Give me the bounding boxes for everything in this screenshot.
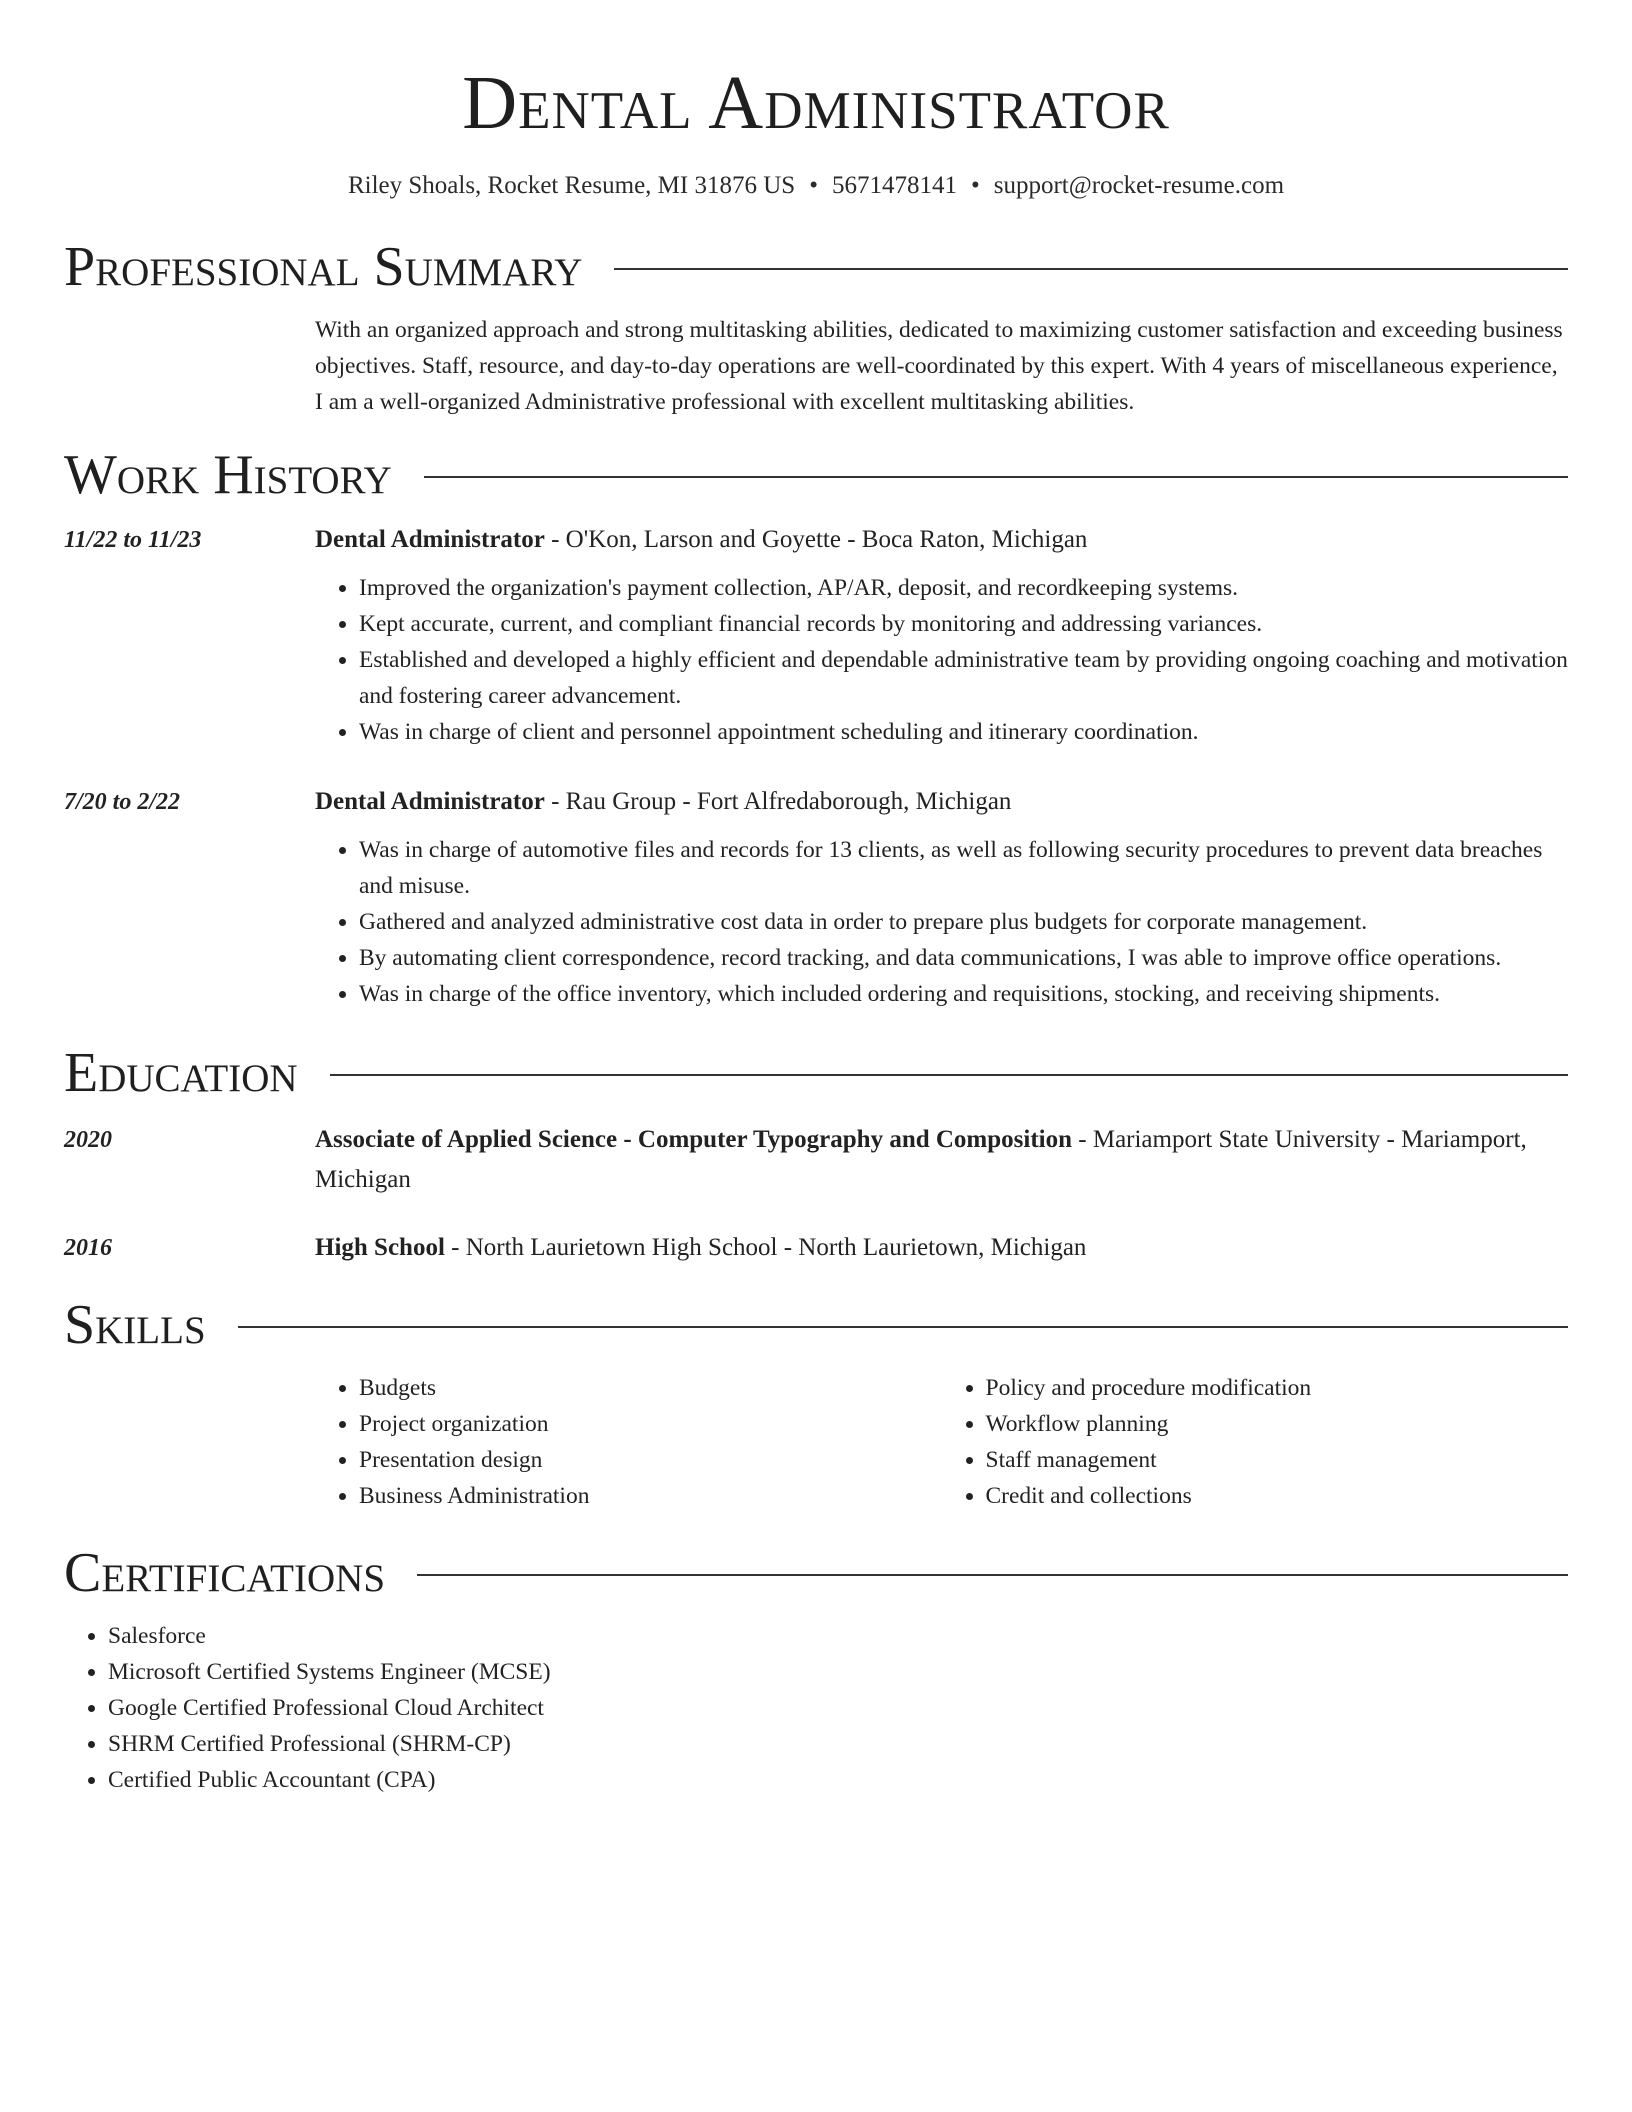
skill-item: • Workflow planning (986, 1406, 1569, 1442)
section-divider (424, 476, 1568, 478)
job-bullet: • Gathered and analyzed administrative cost data in order to prepare plus budgets for corporate management. (359, 904, 1568, 940)
certification-item: • SHRM Certified Professional (SHRM-CP) (108, 1726, 1568, 1762)
education-degree: Associate of Applied Science - Computer Typography and Composition (315, 1126, 1073, 1153)
education-section-title: Education (64, 1042, 298, 1104)
job-bullet: • Was in charge of automotive files and records for 13 clients, as well as following security procedures to prevent data breaches and misuse. (359, 832, 1568, 904)
skill-item: • Budgets (359, 1370, 942, 1406)
job-bullet: • By automating client correspondence, record tracking, and data communications, I was able to improve office operations. (359, 940, 1568, 976)
certification-item: • Microsoft Certified Systems Engineer (MCSE) (108, 1654, 1568, 1690)
job-body (315, 782, 1568, 1012)
skills-columns (315, 1370, 1568, 1514)
job-bullet: • Kept accurate, current, and compliant financial records by monitoring and addressing variances. (359, 606, 1568, 642)
skill-item: • Presentation design (359, 1442, 942, 1478)
job-bullet: • Was in charge of the office inventory, which included ordering and requisitions, stocking, and receiving shipments. (359, 976, 1568, 1012)
certifications-section-header (64, 1538, 1568, 1608)
job-bullet: • Established and developed a highly efficient and dependable administrative team by providing ongoing coaching and motivation and fostering career advancement. (359, 642, 1568, 714)
job-dates: 11/22 to 11/23 (64, 527, 202, 553)
resume-page (64, 0, 1568, 1798)
education-degree: High School (315, 1234, 445, 1261)
education-section-header (64, 1038, 1568, 1108)
job-bullets (315, 832, 1568, 1012)
education-entry (64, 1120, 1568, 1200)
education-details: - North Laurietown High School - North Laurietown, Michigan (444, 1234, 1087, 1261)
education-details: - Mariamport State University - Mariamport, Michigan (315, 1126, 1527, 1193)
section-divider (417, 1574, 1568, 1576)
contact-line (64, 170, 1568, 202)
certifications-section-title: Certifications (64, 1542, 386, 1604)
job-headline (315, 782, 1568, 822)
skill-item: • Credit and collections (986, 1478, 1569, 1514)
skill-item: • Business Administration (359, 1478, 942, 1514)
job-entry (64, 782, 1568, 1012)
summary-section-title: Professional Summary (64, 236, 583, 298)
job-dates: 7/20 to 2/22 (64, 789, 181, 815)
job-body (315, 520, 1568, 750)
job-bullets (315, 570, 1568, 750)
contact-separator: • (970, 172, 980, 199)
skill-item: • Project organization (359, 1406, 942, 1442)
skill-item: • Staff management (986, 1442, 1569, 1478)
resume-name-title: Dental Administrator (462, 61, 1170, 145)
education-body (315, 1120, 1568, 1200)
work-section-header (64, 440, 1568, 510)
skills-section-header (64, 1290, 1568, 1360)
job-role: Dental Administrator (315, 788, 545, 815)
skills-list-right (942, 1370, 1569, 1514)
education-year: 2020 (64, 1127, 112, 1153)
education-year: 2016 (64, 1235, 112, 1261)
job-headline (315, 520, 1568, 560)
certification-item: • Google Certified Professional Cloud Architect (108, 1690, 1568, 1726)
skills-list-left (315, 1370, 942, 1514)
skills-section-title: Skills (64, 1294, 206, 1356)
education-body (315, 1228, 1568, 1268)
section-divider (330, 1074, 1568, 1076)
job-details: - Rau Group - Fort Alfredaborough, Michigan (544, 788, 1012, 815)
contact-email[interactable]: support@rocket-resume.com (993, 172, 1285, 199)
section-divider (614, 268, 1568, 270)
job-role: Dental Administrator (315, 526, 545, 553)
education-headline (315, 1228, 1568, 1268)
education-entry (64, 1228, 1568, 1268)
summary-section-header (64, 232, 1568, 302)
job-bullet: • Was in charge of client and personnel appointment scheduling and itinerary coordination. (359, 714, 1568, 750)
job-bullet: • Improved the organization's payment collection, AP/AR, deposit, and recordkeeping systems. (359, 570, 1568, 606)
work-section-title: Work History (64, 444, 392, 506)
education-headline (315, 1120, 1568, 1200)
certification-item: • Salesforce (108, 1618, 1568, 1654)
certification-item: • Certified Public Accountant (CPA) (108, 1762, 1568, 1798)
skill-item: • Policy and procedure modification (986, 1370, 1569, 1406)
section-divider (238, 1326, 1568, 1328)
summary-text: With an organized approach and strong multitasking abilities, dedicated to maximizing customer satisfaction and exceeding business objectives. Staff, resource, and day-to-day operations are well-coordinated by this expert. With 4 years of miscellaneous experience, I am a well-organized Administrative professional with excellent multitasking abilities. (315, 317, 1563, 415)
job-entry (64, 520, 1568, 750)
certifications-list (64, 1618, 1568, 1798)
contact-separator: • (809, 172, 818, 199)
contact-address: Riley Shoals, Rocket Resume, MI 31876 US (347, 172, 796, 199)
job-details: - O'Kon, Larson and Goyette - Boca Raton, Michigan (544, 526, 1088, 553)
contact-phone: 5671478141 (831, 172, 957, 199)
